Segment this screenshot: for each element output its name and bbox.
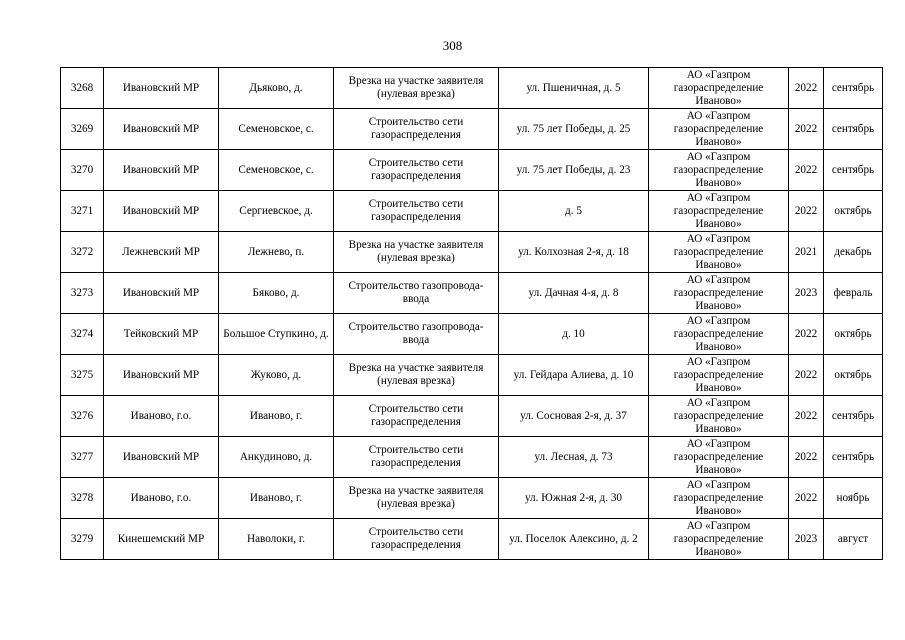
month-cell: сентябрь: [824, 150, 883, 191]
work-type-cell: Строительство газопровода-ввода: [334, 314, 499, 355]
year-cell: 2022: [789, 68, 824, 109]
work-type-cell: Строительство сети газораспределения: [334, 437, 499, 478]
row-number: 3276: [61, 396, 104, 437]
settlement-cell: Лежнево, п.: [219, 232, 334, 273]
page-number: 308: [442, 38, 463, 53]
table-row: [61, 109, 883, 150]
table-row: [61, 355, 883, 396]
year-cell: 2023: [789, 519, 824, 560]
row-number: 3272: [61, 232, 104, 273]
address-cell: ул. Лесная, д. 73: [499, 437, 649, 478]
year-cell: 2022: [789, 396, 824, 437]
table-row: [61, 273, 883, 314]
work-type-cell: Строительство газопровода-ввода: [334, 273, 499, 314]
settlement-cell: Жуково, д.: [219, 355, 334, 396]
month-cell: ноябрь: [824, 478, 883, 519]
month-cell: сентябрь: [824, 396, 883, 437]
table-row: [61, 232, 883, 273]
organization-cell: АО «Газпром газораспределение Иваново»: [649, 478, 789, 519]
month-cell: сентябрь: [824, 68, 883, 109]
table-row: [61, 519, 883, 560]
municipality-cell: Ивановский МР: [104, 150, 219, 191]
row-number: 3278: [61, 478, 104, 519]
row-number: 3269: [61, 109, 104, 150]
table-row: [61, 150, 883, 191]
settlement-cell: Семеновское, с.: [219, 109, 334, 150]
settlement-cell: Сергиевское, д.: [219, 191, 334, 232]
table-row: [61, 191, 883, 232]
address-cell: д. 5: [499, 191, 649, 232]
municipality-cell: Ивановский МР: [104, 191, 219, 232]
work-type-cell: Строительство сети газораспределения: [334, 150, 499, 191]
table-row: [61, 68, 883, 109]
work-type-cell: Врезка на участке заявителя (нулевая врезка): [334, 68, 499, 109]
year-cell: 2022: [789, 150, 824, 191]
address-cell: ул. Пшеничная, д. 5: [499, 68, 649, 109]
work-type-cell: Строительство сети газораспределения: [334, 519, 499, 560]
month-cell: август: [824, 519, 883, 560]
work-type-cell: Врезка на участке заявителя (нулевая врезка): [334, 478, 499, 519]
organization-cell: АО «Газпром газораспределение Иваново»: [649, 355, 789, 396]
municipality-cell: Ивановский МР: [104, 273, 219, 314]
address-cell: ул. Колхозная 2-я, д. 18: [499, 232, 649, 273]
address-cell: ул. 75 лет Победы, д. 25: [499, 109, 649, 150]
address-cell: ул. 75 лет Победы, д. 23: [499, 150, 649, 191]
row-number: 3273: [61, 273, 104, 314]
row-number: 3275: [61, 355, 104, 396]
organization-cell: АО «Газпром газораспределение Иваново»: [649, 191, 789, 232]
table-row: [61, 314, 883, 355]
row-number: 3271: [61, 191, 104, 232]
row-number: 3274: [61, 314, 104, 355]
table-row: [61, 396, 883, 437]
year-cell: 2023: [789, 273, 824, 314]
work-type-cell: Строительство сети газораспределения: [334, 396, 499, 437]
organization-cell: АО «Газпром газораспределение Иваново»: [649, 273, 789, 314]
settlement-cell: Семеновское, с.: [219, 150, 334, 191]
address-cell: ул. Южная 2-я, д. 30: [499, 478, 649, 519]
municipality-cell: Иваново, г.о.: [104, 478, 219, 519]
address-cell: ул. Поселок Алексино, д. 2: [499, 519, 649, 560]
work-type-cell: Строительство сети газораспределения: [334, 191, 499, 232]
row-number: 3268: [61, 68, 104, 109]
organization-cell: АО «Газпром газораспределение Иваново»: [649, 314, 789, 355]
year-cell: 2021: [789, 232, 824, 273]
municipality-cell: Лежневский МР: [104, 232, 219, 273]
year-cell: 2022: [789, 191, 824, 232]
address-cell: ул. Дачная 4-я, д. 8: [499, 273, 649, 314]
municipality-cell: Кинешемский МР: [104, 519, 219, 560]
year-cell: 2022: [789, 314, 824, 355]
month-cell: сентябрь: [824, 109, 883, 150]
organization-cell: АО «Газпром газораспределение Иваново»: [649, 150, 789, 191]
municipality-cell: Ивановский МР: [104, 355, 219, 396]
organization-cell: АО «Газпром газораспределение Иваново»: [649, 437, 789, 478]
municipality-cell: Иваново, г.о.: [104, 396, 219, 437]
organization-cell: АО «Газпром газораспределение Иваново»: [649, 519, 789, 560]
municipality-cell: Ивановский МР: [104, 109, 219, 150]
gasification-table: [60, 67, 883, 560]
row-number: 3279: [61, 519, 104, 560]
row-number: 3270: [61, 150, 104, 191]
organization-cell: АО «Газпром газораспределение Иваново»: [649, 232, 789, 273]
row-number: 3277: [61, 437, 104, 478]
year-cell: 2022: [789, 437, 824, 478]
month-cell: декабрь: [824, 232, 883, 273]
settlement-cell: Иваново, г.: [219, 478, 334, 519]
municipality-cell: Ивановский МР: [104, 437, 219, 478]
month-cell: сентябрь: [824, 437, 883, 478]
address-cell: д. 10: [499, 314, 649, 355]
address-cell: ул. Сосновая 2-я, д. 37: [499, 396, 649, 437]
settlement-cell: Наволоки, г.: [219, 519, 334, 560]
settlement-cell: Бяково, д.: [219, 273, 334, 314]
settlement-cell: Анкудиново, д.: [219, 437, 334, 478]
organization-cell: АО «Газпром газораспределение Иваново»: [649, 109, 789, 150]
municipality-cell: Ивановский МР: [104, 68, 219, 109]
work-type-cell: Врезка на участке заявителя (нулевая врезка): [334, 232, 499, 273]
settlement-cell: Дьяково, д.: [219, 68, 334, 109]
settlement-cell: Большое Ступкино, д.: [219, 314, 334, 355]
year-cell: 2022: [789, 109, 824, 150]
table-row: [61, 478, 883, 519]
municipality-cell: Тейковский МР: [104, 314, 219, 355]
settlement-cell: Иваново, г.: [219, 396, 334, 437]
organization-cell: АО «Газпром газораспределение Иваново»: [649, 396, 789, 437]
year-cell: 2022: [789, 355, 824, 396]
work-type-cell: Строительство сети газораспределения: [334, 109, 499, 150]
month-cell: октябрь: [824, 314, 883, 355]
month-cell: октябрь: [824, 355, 883, 396]
address-cell: ул. Гейдара Алиева, д. 10: [499, 355, 649, 396]
organization-cell: АО «Газпром газораспределение Иваново»: [649, 68, 789, 109]
work-type-cell: Врезка на участке заявителя (нулевая врезка): [334, 355, 499, 396]
year-cell: 2022: [789, 478, 824, 519]
month-cell: октябрь: [824, 191, 883, 232]
month-cell: февраль: [824, 273, 883, 314]
table-row: [61, 437, 883, 478]
